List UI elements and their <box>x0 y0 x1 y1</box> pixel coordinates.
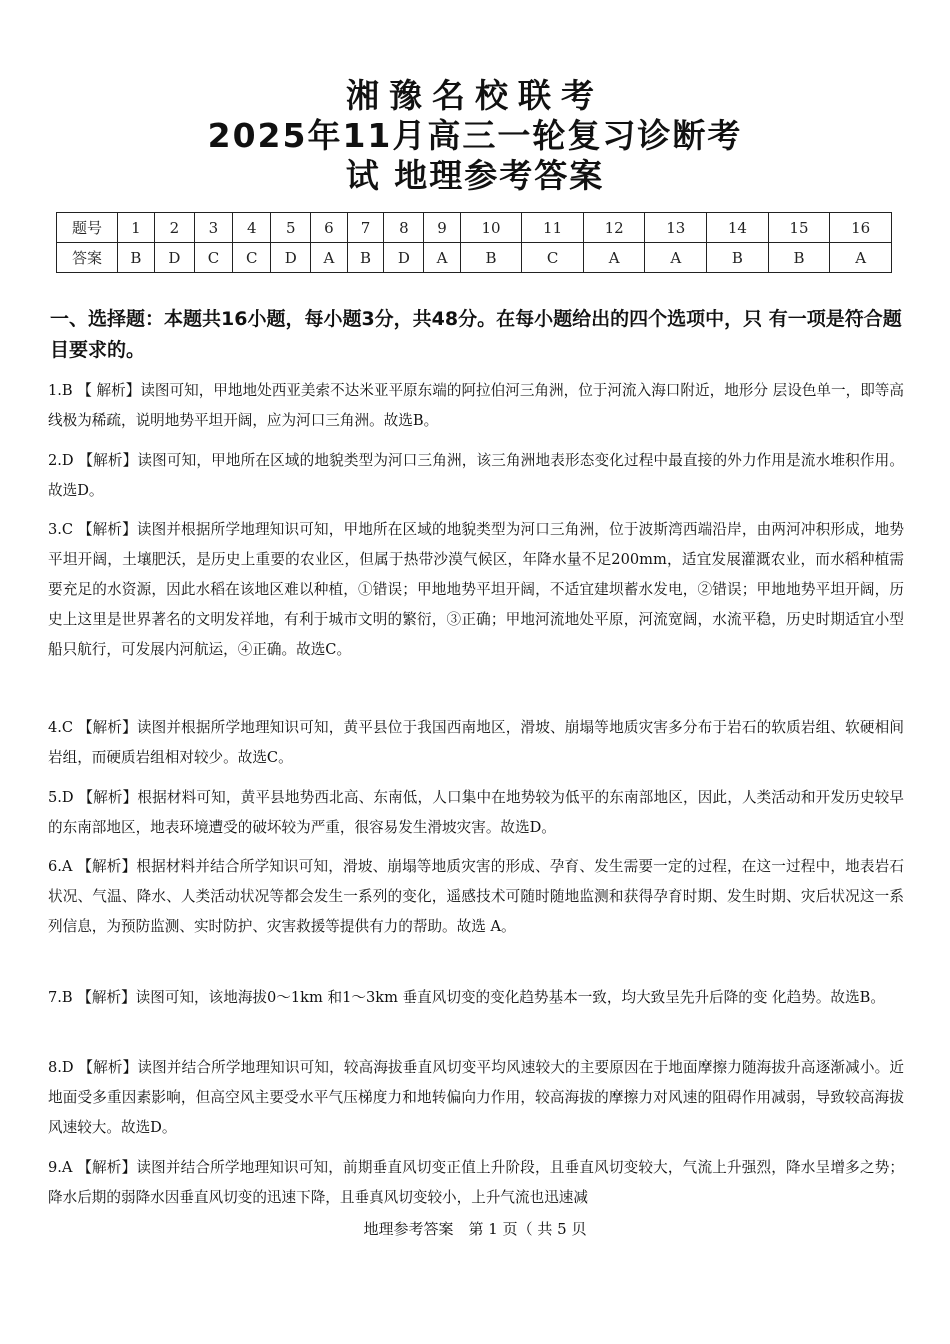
question-number: 14 <box>707 213 769 243</box>
question-number: 15 <box>768 213 830 243</box>
row-label-number: 题号 <box>57 213 118 243</box>
answer-cell: B <box>768 243 830 273</box>
answer-explanation-7: 7.B 【解析】读图可知，该地海拔0～1km 和1～3km 垂直风切变的变化趋势基本一致，均大致呈先升后降的变 化趋势。故选B。 <box>48 989 885 1006</box>
answer-explanation-8: 8.D 【解析】读图并结合所学地理知识可知，较高海拔垂直风切变平均风速较大的主要原因在于地面摩擦力随海拔升高逐渐减小。近地面受多重因素影响，但高空风主要受水平气压梯度力和地转偏向力作用，较高海拔的摩擦力对风速的阻碍作用减弱，导致较高海拔风速较大。故选D。 <box>48 1059 904 1136</box>
question-number: 5 <box>271 213 311 243</box>
answer-cell: B <box>707 243 769 273</box>
question-number: 3 <box>194 213 232 243</box>
answer-cell: D <box>384 243 424 273</box>
section-heading: 一、选择题：本题共16小题，每小题3分，共48分。在每小题给出的四个选项中，只 有一项是符合题目要求的。 <box>50 308 902 361</box>
answer-explanation-3: 3.C 【解析】读图并根据所学地理知识可知，甲地所在区域的地貌类型为河口三角洲，位于波斯湾西端沿岸，由两河冲积形成，地势平坦开阔，土壤肥沃，是历史上重要的农业区，但属于热带沙漠气候区，年降水量不足200mm，适宜发展灌溉农业，而水稻种植需要充足的水资源，因此水稻在该地区难以种植，①错误；甲地地势平坦开阔，不适宜建坝蓄水发电，②错误；甲地地势平坦开阔，历史上这里是世界著名的文明发祥地，有利于城市文明的繁衍，③正确；甲地河流地处平原，河流宽阔，水流平稳，历史时期适宜小型船只航行，可发展内河航运，④正确。故选C。 <box>48 521 904 658</box>
answer-cell: A <box>830 243 892 273</box>
question-number: 6 <box>311 213 347 243</box>
answer-cell: B <box>118 243 155 273</box>
answer-cell: D <box>271 243 311 273</box>
exam-title-line3: 试 地理参考答案 <box>345 156 605 195</box>
question-number: 13 <box>645 213 707 243</box>
answer-cell: C <box>233 243 271 273</box>
answer-table <box>56 212 892 273</box>
answer-cell: A <box>311 243 347 273</box>
answer-explanation-9: 9.A 【解析】读图并结合所学地理知识可知，前期垂直风切变正值上升阶段，且垂直风切变较大，气流上升强烈，降水呈增多之势；降水后期的弱降水因垂直风切变的迅速下降，且垂真风切变较小，上升气流也迅速减 <box>48 1159 904 1206</box>
exam-title-line1: 湘豫名校联考 <box>346 76 604 115</box>
question-number: 8 <box>384 213 424 243</box>
question-number: 10 <box>460 213 522 243</box>
question-number: 7 <box>347 213 384 243</box>
answer-cell: D <box>154 243 194 273</box>
answer-cell: C <box>522 243 584 273</box>
answer-cell: A <box>645 243 707 273</box>
answer-table-answer-row <box>57 243 892 273</box>
answer-table-number-row <box>57 213 892 243</box>
answer-explanation-2: 2.D 【解析】读图可知，甲地所在区域的地貌类型为河口三角洲，该三角洲地表形态变化过程中最直接的外力作用是流水堆积作用。故选D。 <box>48 452 904 499</box>
answer-cell: C <box>194 243 232 273</box>
answer-explanation-6: 6.A 【解析】根据材料并结合所学知识可知，滑坡、崩塌等地质灾害的形成、孕育、发生需要一定的过程，在这一过程中，地表岩石状况、气温、降水、人类活动状况等都会发生一系列的变化，遥感技术可随时随地监测和获得孕育时期、发生时期、灾后状况这一系列信息，为预防监测、实时防护、灾害救援等提供有力的帮助。故选 A。 <box>48 858 904 935</box>
answer-cell: A <box>424 243 460 273</box>
question-number: 2 <box>154 213 194 243</box>
answer-cell: B <box>460 243 522 273</box>
answer-explanation-1: 1.B 【 解析】读图可知，甲地地处西亚美索不达米亚平原东端的阿拉伯河三角洲，位于河流入海口附近，地形分 层设色单一，即等高线极为稀疏，说明地势平坦开阔，应为河口三角洲。故选B。 <box>48 382 904 429</box>
question-number: 4 <box>233 213 271 243</box>
answer-explanation-4: 4.C 【解析】读图并根据所学地理知识可知，黄平县位于我国西南地区，滑坡、崩塌等地质灾害多分布于岩石的软质岩组、软硬相间岩组，而硬质岩组相对较少。故选C。 <box>48 719 904 766</box>
row-label-answer: 答案 <box>57 243 118 273</box>
answer-cell: A <box>583 243 645 273</box>
question-number: 12 <box>583 213 645 243</box>
question-number: 11 <box>522 213 584 243</box>
answer-explanation-5: 5.D 【解析】根据材料可知，黄平县地势西北高、东南低，人口集中在地势较为低平的东南部地区，因此，人类活动和开发历史较早的东南部地区，地表环境遭受的破坏较为严重，很容易发生滑坡灾害。故选D。 <box>48 789 904 836</box>
question-number: 9 <box>424 213 460 243</box>
question-number: 16 <box>830 213 892 243</box>
page-footer: 地理参考答案 第 1 页（ 共 5 贝 <box>363 1220 587 1238</box>
answer-cell: B <box>347 243 384 273</box>
question-number: 1 <box>118 213 155 243</box>
exam-title-line2: 2025年11月高三一轮复习诊断考 <box>207 116 743 155</box>
